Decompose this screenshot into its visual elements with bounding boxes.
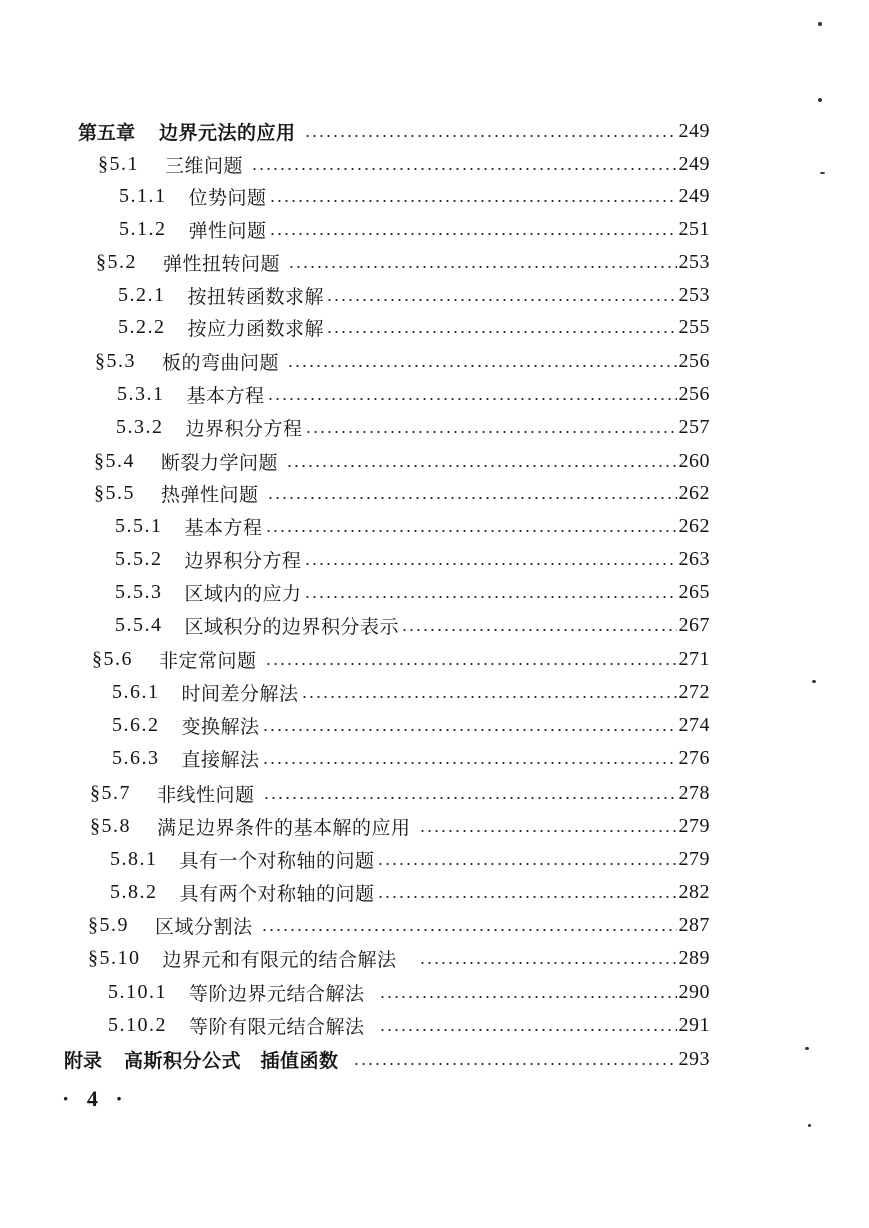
toc-entry-subsection-5-2-1[interactable]: [118, 280, 710, 310]
toc-entry-title: 具有两个对称轴的问题: [179, 882, 375, 905]
toc-entry-page: 267: [678, 613, 710, 636]
toc-entry-number: §5.8: [90, 814, 131, 837]
toc-entry-title: 区域积分的边界积分表示: [184, 615, 400, 638]
toc-entry-title: 时间差分解法: [181, 682, 299, 705]
toc-leader-dots: [419, 962, 677, 964]
toc-entry-section-5-6[interactable]: [92, 644, 710, 674]
toc-entry-page: 263: [678, 547, 710, 570]
toc-entry-title: 边界积分方程: [185, 417, 303, 440]
toc-entry-section-5-1[interactable]: [98, 149, 710, 179]
toc-entry-title: 等阶边界元结合解法: [189, 982, 365, 1005]
toc-entry-page: 257: [678, 415, 710, 438]
toc-entry-title: 断裂力学问题: [161, 451, 279, 474]
toc-entry-subsection-5-1-1[interactable]: [119, 181, 710, 211]
toc-entry-title: 区域内的应力: [184, 582, 302, 605]
toc-leader-dots: [251, 168, 676, 170]
toc-entry-subsection-5-10-1[interactable]: [108, 977, 710, 1007]
toc-entry-title: 基本方程: [184, 516, 263, 539]
toc-entry-title: 边界积分方程: [184, 549, 302, 572]
toc-leader-dots: [288, 266, 676, 268]
toc-entry-title: 板的弯曲问题: [162, 351, 280, 374]
toc-leader-dots: [304, 563, 677, 565]
toc-entry-section-5-5[interactable]: [94, 478, 710, 508]
toc-leader-dots: [401, 629, 676, 631]
toc-leader-dots: [286, 465, 676, 467]
toc-leader-dots: [262, 762, 677, 764]
toc-entry-number: 5.10.1: [108, 980, 167, 1003]
toc-leader-dots: [353, 1063, 677, 1065]
toc-entry-page: 291: [678, 1013, 710, 1036]
toc-entry-number: 附录: [64, 1049, 103, 1072]
toc-entry-page: 271: [678, 647, 710, 670]
toc-leader-dots: [326, 331, 676, 333]
toc-leader-dots: [269, 200, 677, 202]
scan-speck: [808, 1124, 811, 1127]
toc-entry-title: 具有一个对称轴的问题: [179, 849, 375, 872]
toc-entry-number: 5.1.1: [119, 184, 167, 207]
toc-entry-section-5-9[interactable]: [88, 910, 710, 940]
toc-leader-dots: [326, 299, 676, 301]
scan-speck: [805, 1047, 809, 1050]
toc-entry-number: 5.8.2: [110, 880, 158, 903]
toc-entry-number: §5.3: [95, 349, 136, 372]
toc-entry-number: §5.9: [88, 913, 129, 936]
toc-entry-subsection-5-3-2[interactable]: [116, 412, 710, 442]
toc-entry-section-5-2[interactable]: [96, 247, 710, 277]
toc-entry-title: 边界元和有限元的结合解法: [162, 948, 397, 971]
toc-leader-dots: [267, 497, 677, 499]
toc-entry-number: 5.8.1: [110, 847, 158, 870]
toc-leader-dots: [287, 365, 676, 367]
toc-entry-number: 5.6.2: [112, 713, 160, 736]
toc-entry-subsection-5-6-2[interactable]: [112, 710, 710, 740]
toc-entry-title: 区域分割法: [155, 915, 253, 938]
toc-entry-section-5-7[interactable]: [90, 778, 710, 808]
toc-entry-subsection-5-8-2[interactable]: [110, 877, 710, 907]
toc-entry-subsection-5-2-2[interactable]: [118, 312, 710, 342]
toc-entry-page: 249: [678, 119, 710, 142]
toc-entry-page: 290: [678, 980, 710, 1003]
scan-speck: [818, 22, 822, 26]
scan-speck: [820, 172, 825, 174]
toc-entry-title: 按应力函数求解: [187, 317, 325, 340]
toc-entry-number: 第五章: [78, 121, 136, 144]
toc-entry-number: §5.2: [96, 250, 137, 273]
toc-entry-chapter-5[interactable]: [78, 116, 710, 146]
toc-entry-page: 256: [678, 382, 710, 405]
toc-entry-title: 弹性扭转问题: [163, 252, 281, 275]
toc-entry-page: 278: [678, 781, 710, 804]
toc-leader-dots: [267, 398, 677, 400]
scan-speck: [818, 98, 822, 102]
toc-leader-dots: [304, 596, 677, 598]
toc-entry-page: 279: [678, 814, 710, 837]
scan-speck: [812, 680, 816, 683]
toc-entry-title: 边界元法的应用: [159, 121, 296, 144]
toc-entry-page: 249: [678, 152, 710, 175]
toc-entry-page: 262: [678, 481, 710, 504]
toc-entry-title: 直接解法: [181, 748, 260, 771]
toc-entry-subsection-5-5-4[interactable]: [115, 610, 710, 640]
toc-entry-number: §5.10: [88, 946, 141, 969]
toc-entry-title: 非线性问题: [157, 783, 255, 806]
toc-leader-dots: [263, 797, 677, 799]
toc-entry-page: 253: [678, 250, 710, 273]
toc-entry-number: 5.2.1: [118, 283, 166, 306]
toc-entry-number: 5.6.1: [112, 680, 160, 703]
toc-leader-dots: [269, 233, 677, 235]
toc-entry-number: 5.10.2: [108, 1013, 167, 1036]
toc-entry-number: 5.3.1: [117, 382, 165, 405]
toc-entry-subsection-5-5-2[interactable]: [115, 544, 710, 574]
toc-entry-title: 满足边界条件的基本解的应用: [157, 816, 411, 839]
toc-leader-dots: [304, 135, 677, 137]
toc-entry-subsection-5-10-2[interactable]: [108, 1010, 710, 1040]
toc-entry-page: 256: [678, 349, 710, 372]
toc-entry-section-5-3[interactable]: [95, 346, 710, 376]
toc-entry-page: 282: [678, 880, 710, 903]
toc-entry-appendix[interactable]: [64, 1044, 710, 1074]
toc-entry-subsection-5-5-1[interactable]: [115, 511, 710, 541]
toc-entry-page: 260: [678, 449, 710, 472]
toc-leader-dots: [305, 431, 677, 433]
toc-entry-page: 253: [678, 283, 710, 306]
toc-entry-title: 热弹性问题: [161, 483, 259, 506]
toc-entry-page: 272: [678, 680, 710, 703]
toc-entry-number: §5.1: [98, 152, 139, 175]
page-number: · 4 ·: [62, 1086, 129, 1111]
toc-entry-number: 5.2.2: [118, 315, 166, 338]
toc-entry-number: 5.3.2: [116, 415, 164, 438]
toc-entry-title: 三维问题: [165, 154, 244, 177]
toc-entry-page: 251: [678, 217, 710, 240]
toc-entry-page: 287: [678, 913, 710, 936]
toc-entry-number: §5.6: [92, 647, 133, 670]
toc-entry-section-5-8[interactable]: [90, 811, 710, 841]
toc-entry-page: 265: [678, 580, 710, 603]
toc-entry-title: 非定常问题: [159, 649, 257, 672]
toc-entry-subsection-5-6-1[interactable]: [112, 677, 710, 707]
toc-entry-page: 262: [678, 514, 710, 537]
toc-leader-dots: [261, 929, 677, 931]
toc-leader-dots: [262, 729, 677, 731]
toc-leader-dots: [301, 696, 677, 698]
toc-leader-dots: [379, 1029, 677, 1031]
toc-entry-subsection-5-8-1[interactable]: [110, 844, 710, 874]
toc-entry-section-5-4[interactable]: [94, 446, 710, 476]
toc-entry-subsection-5-1-2[interactable]: [119, 214, 710, 244]
toc-entry-subsection-5-3-1[interactable]: [117, 379, 710, 409]
toc-entry-subsection-5-6-3[interactable]: [112, 743, 710, 773]
toc-entry-number: 5.5.1: [115, 514, 163, 537]
toc-entry-page: 276: [678, 746, 710, 769]
toc-entry-number: 5.1.2: [119, 217, 167, 240]
toc-entry-title: 变换解法: [181, 715, 260, 738]
toc-leader-dots: [377, 863, 677, 865]
toc-entry-number: 5.5.4: [115, 613, 163, 636]
toc-leader-dots: [377, 896, 677, 898]
toc-leader-dots: [265, 530, 677, 532]
toc-leader-dots: [379, 996, 677, 998]
toc-entry-title: 等阶有限元结合解法: [189, 1015, 365, 1038]
toc-entry-page: 289: [678, 946, 710, 969]
toc-entry-number: 5.6.3: [112, 746, 160, 769]
toc-entry-title: 弹性问题: [188, 219, 267, 242]
toc-leader-dots: [419, 830, 677, 832]
toc-entry-page: 293: [678, 1047, 710, 1070]
toc-entry-page: 249: [678, 184, 710, 207]
toc-entry-title: 按扭转函数求解: [187, 285, 325, 308]
toc-entry-page: 255: [678, 315, 710, 338]
toc-leader-dots: [265, 663, 677, 665]
toc-entry-number: 5.5.2: [115, 547, 163, 570]
toc-entry-title: 位势问题: [188, 186, 267, 209]
toc-entry-title: 基本方程: [186, 384, 265, 407]
toc-entry-page: 274: [678, 713, 710, 736]
toc-entry-page: 279: [678, 847, 710, 870]
toc-entry-number: §5.5: [94, 481, 135, 504]
toc-entry-section-5-10[interactable]: [88, 943, 710, 973]
toc-entry-subsection-5-5-3[interactable]: [115, 577, 710, 607]
toc-entry-number: §5.7: [90, 781, 131, 804]
toc-entry-number: §5.4: [94, 449, 135, 472]
toc-entry-title: 高斯积分公式 插值函数: [124, 1049, 339, 1072]
toc-entry-number: 5.5.3: [115, 580, 163, 603]
